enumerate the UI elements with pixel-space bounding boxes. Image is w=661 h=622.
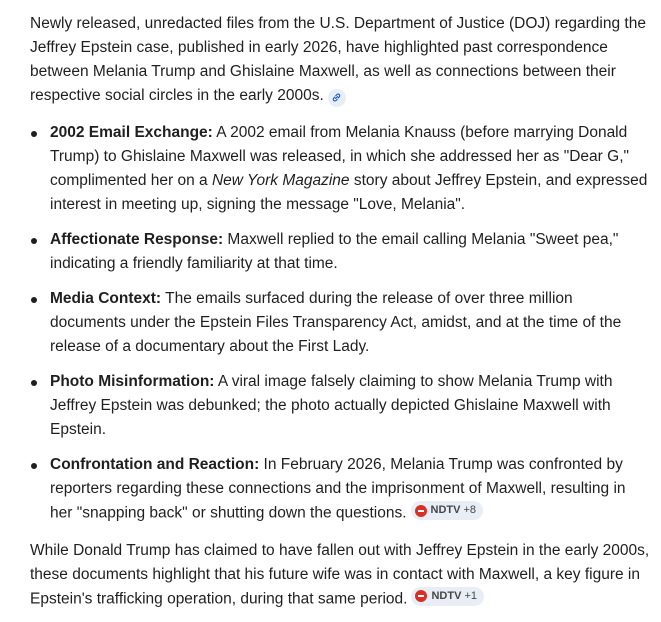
source-count: +1 — [464, 589, 477, 602]
source-chip-ndtv[interactable] — [411, 501, 484, 520]
list-item — [30, 228, 650, 276]
ndtv-favicon-icon — [415, 505, 427, 517]
point-title: Photo Misinformation: — [50, 373, 215, 390]
point-text: A 2002 email from Melania Knauss (before marrying Donald Trump) to Ghislaine Maxwell was released, in which she addressed her as "Dear G," complimented her on a — [50, 124, 630, 189]
publication-name: New York Magazine — [211, 172, 350, 189]
list-item — [30, 287, 650, 359]
link-icon — [331, 92, 342, 103]
intro-paragraph — [30, 12, 655, 108]
point-title: Media Context: — [50, 290, 162, 307]
point-title: 2002 Email Exchange: — [50, 124, 213, 141]
list-item — [30, 453, 650, 526]
list-item — [30, 121, 650, 217]
point-text: Maxwell replied to the email calling Melania "Sweet pea," indicating a friendly familiarity at that time. — [50, 231, 619, 272]
source-chip-ndtv[interactable] — [411, 587, 484, 606]
source-name: NDTV — [430, 504, 461, 516]
intro-text: Newly released, unredacted files from the U.S. Department of Justice (DOJ) regarding the Jeffrey Epstein case, published in early 2026, have highlighted past correspondence between Melania Trump and Ghislaine Maxwell, as well as connections between their respective social circles in the early 2000s. — [30, 15, 646, 104]
ndtv-favicon-icon — [415, 590, 427, 602]
point-title: Affectionate Response: — [50, 231, 224, 248]
source-count: +8 — [463, 504, 477, 516]
point-text-continued: story about Jeffrey Epstein, and expressed interest in meeting up, signing the message "Love, Melania". — [50, 172, 648, 213]
outro-text: While Donald Trump has claimed to have fallen out with Jeffrey Epstein in the early 2000s, these documents highlight that his future wife was in contact with Maxwell, a key figure in Epstein's trafficking operation, during that same period. — [30, 541, 650, 607]
link-button[interactable] — [328, 89, 346, 107]
point-text: The emails surfaced during the release of over three million documents under the Epstein Files Transparency Act, amidst, and at the time of the release of a documentary about the First Lady. — [50, 290, 622, 355]
key-points-list — [30, 121, 651, 526]
list-item — [30, 370, 650, 442]
point-text: A viral image falsely claiming to show Melania Trump with Jeffrey Epstein was debunked; the photo actually depicted Ghislaine Maxwell with Epstein. — [50, 373, 613, 438]
point-text: In February 2026, Melania Trump was confronted by reporters regarding these connections and the imprisonment of Maxwell, resulting in her "snapping back" or shutting down the questions. — [50, 456, 626, 522]
source-name: NDTV — [431, 589, 462, 602]
outro-paragraph — [30, 539, 655, 612]
point-title: Confrontation and Reaction: — [50, 456, 260, 473]
